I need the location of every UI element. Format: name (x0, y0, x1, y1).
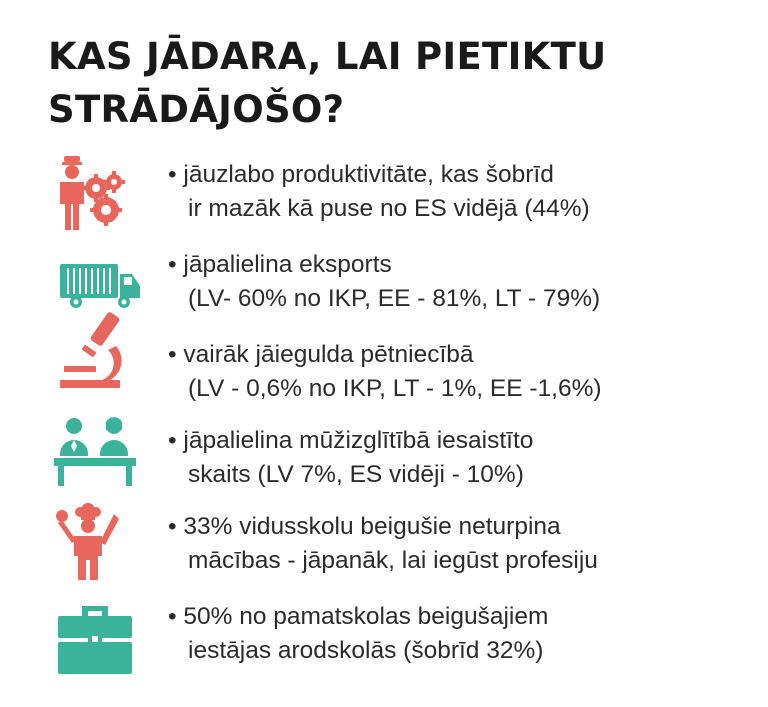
item-line-1: • jāpalielina mūžizglītībā iesaistīto (168, 427, 534, 454)
item-line-1: • 33% vidusskolu beigušie neturpina (168, 513, 561, 540)
item-line-1: • jāuzlabo produktivitāte, kas šobrīd (168, 161, 554, 188)
students-at-desk-icon (54, 412, 142, 492)
item-line-1: • jāpalielina eksports (168, 251, 392, 278)
toolbox-icon (54, 602, 142, 682)
title-line-1: KAS JĀDARA, LAI PIETIKTU (48, 35, 607, 78)
item-text (168, 158, 758, 226)
item-line-2: mācības - jāpanāk, lai iegūst profesiju (188, 547, 598, 574)
item-text (168, 338, 758, 406)
item-text (168, 510, 758, 578)
item-line-1: • vairāk jāiegulda pētniecībā (168, 341, 474, 368)
title-line-2: STRĀDĀJOŠO? (48, 88, 345, 131)
item-text (168, 600, 758, 668)
worker-with-gears-icon (56, 152, 144, 232)
item-line-1: • 50% no pamatskolas beigušajiem (168, 603, 549, 630)
item-line-2: (LV - 0,6% no IKP, LT - 1%, EE -1,6%) (188, 375, 602, 402)
item-line-2: iestājas arodskolās (šobrīd 32%) (188, 637, 544, 664)
microscope-icon (54, 312, 142, 392)
item-line-2: ir mazāk kā puse no ES vidējā (44%) (188, 195, 590, 222)
item-text (168, 248, 758, 316)
item-line-2: (LV- 60% no IKP, EE - 81%, LT - 79%) (188, 285, 601, 312)
item-text (168, 424, 758, 492)
item-line-2: skaits (LV 7%, ES vidēji - 10%) (188, 461, 524, 488)
chef-icon (54, 502, 142, 582)
page-title (48, 30, 748, 136)
